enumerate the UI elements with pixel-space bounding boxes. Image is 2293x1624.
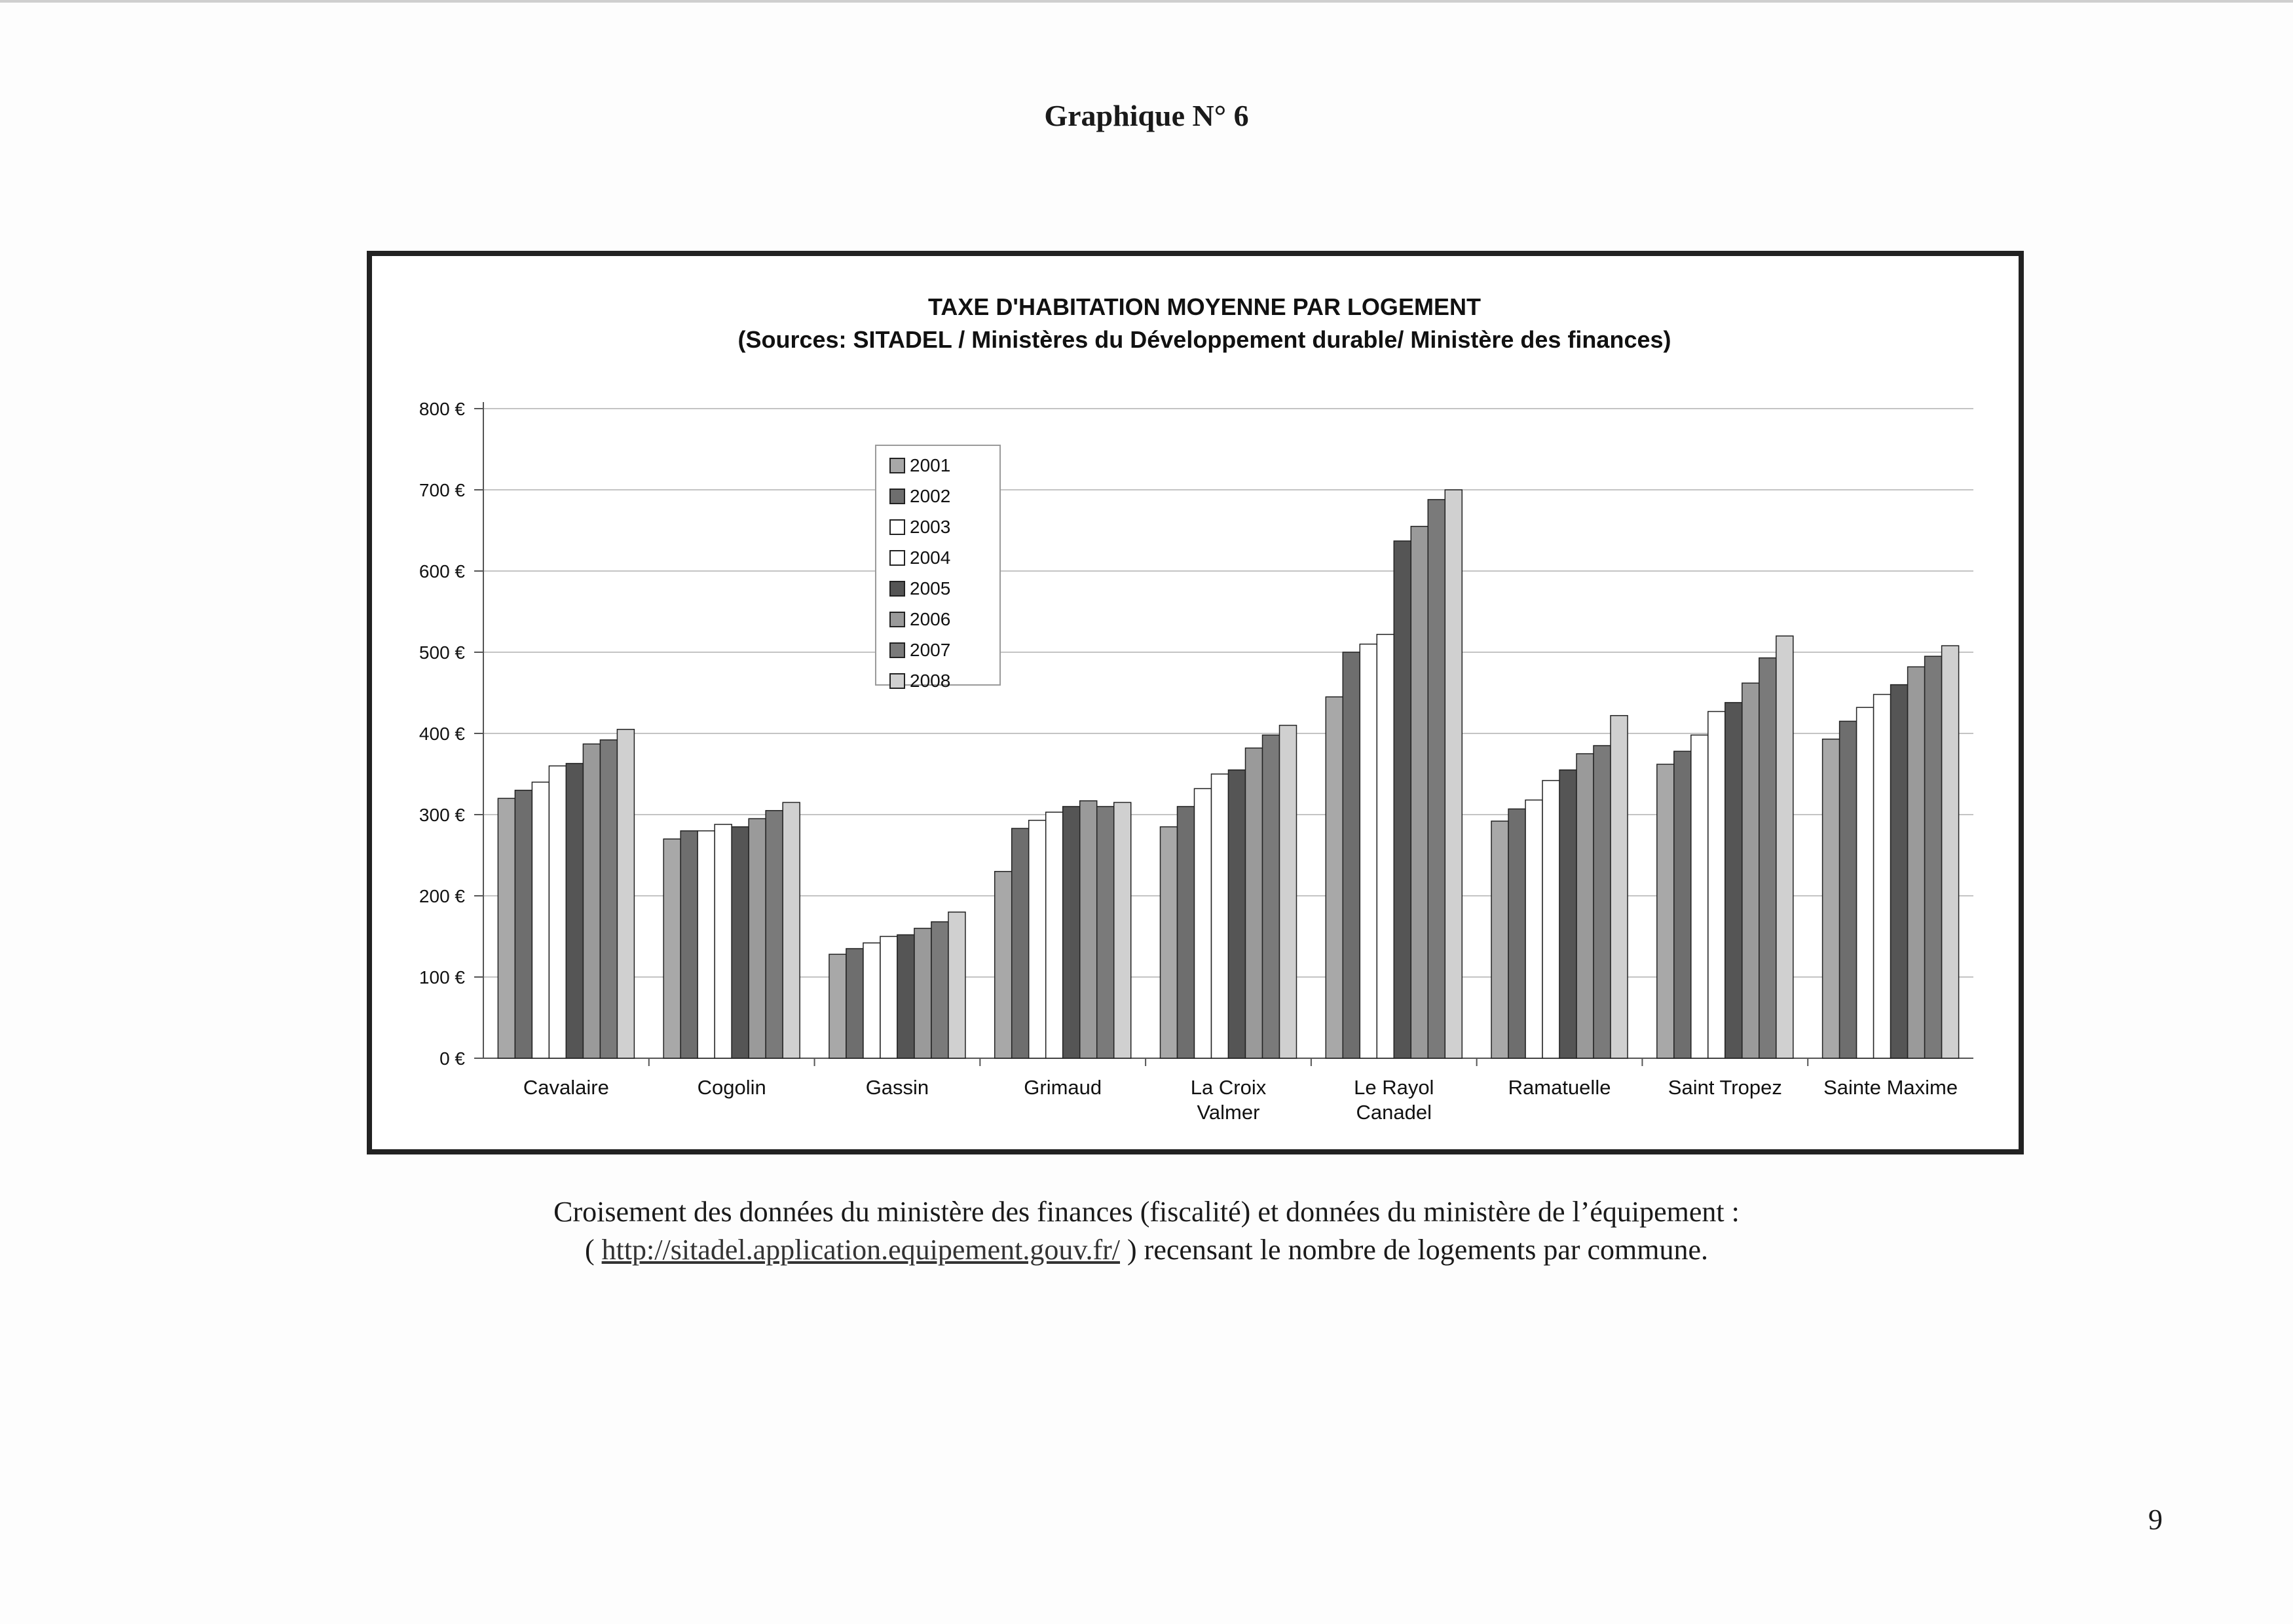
caption-paren-open: ( <box>584 1234 602 1266</box>
y-tick-label: 300 € <box>419 805 465 825</box>
bar <box>583 744 600 1058</box>
bar <box>846 949 863 1058</box>
legend-label: 2003 <box>910 517 951 537</box>
category-label: Canadel <box>1356 1101 1432 1124</box>
bar <box>1559 770 1576 1058</box>
bar <box>663 839 680 1058</box>
legend-label: 2002 <box>910 486 951 506</box>
bar <box>880 936 897 1058</box>
bar <box>698 831 715 1058</box>
category-label: Le Rayol <box>1354 1076 1434 1099</box>
y-tick-label: 500 € <box>419 642 465 663</box>
bar <box>1908 667 1925 1058</box>
chart-title: TAXE D'HABITATION MOYENNE PAR LOGEMENT <box>928 293 1481 320</box>
bar <box>863 943 880 1058</box>
bar <box>532 782 549 1058</box>
top-rule <box>0 0 2293 3</box>
caption-line-1: Croisement des données du ministère des finances (fiscalité) et données du ministère de l’équipement : <box>553 1196 1740 1228</box>
bar <box>1708 712 1725 1058</box>
bar <box>1360 644 1377 1058</box>
bar <box>914 929 931 1058</box>
legend-label: 2008 <box>910 671 951 691</box>
y-tick-label: 600 € <box>419 561 465 581</box>
bar <box>1742 683 1759 1058</box>
bar <box>1377 635 1394 1058</box>
bar <box>931 922 948 1058</box>
category-label: La Croix <box>1190 1076 1267 1099</box>
bar <box>1759 658 1776 1058</box>
bar <box>1029 821 1046 1058</box>
category-label: Grimaud <box>1024 1076 1102 1099</box>
bar <box>715 824 732 1058</box>
bar <box>1823 739 1840 1058</box>
bar <box>617 729 634 1058</box>
category-label: Cogolin <box>697 1076 766 1099</box>
bar <box>783 802 800 1058</box>
y-tick-label: 0 € <box>439 1048 465 1069</box>
legend-label: 2004 <box>910 547 951 568</box>
bar <box>1776 636 1793 1058</box>
bar <box>1114 802 1131 1058</box>
legend <box>876 445 1000 691</box>
bar <box>1063 807 1080 1058</box>
bar <box>1874 694 1891 1058</box>
bar <box>1080 801 1097 1058</box>
bar <box>1263 735 1280 1058</box>
bar <box>1394 541 1411 1058</box>
bar <box>1594 746 1611 1058</box>
bar <box>498 798 515 1058</box>
bar <box>1925 656 1942 1058</box>
y-tick-label: 700 € <box>419 480 465 500</box>
bar <box>1246 748 1263 1058</box>
bar <box>1891 685 1908 1058</box>
y-tick-label: 200 € <box>419 886 465 906</box>
bar <box>680 831 698 1058</box>
bar <box>1657 764 1674 1058</box>
bar <box>1161 827 1178 1058</box>
bar <box>1525 800 1542 1058</box>
bar-chart <box>372 256 2019 1149</box>
bar <box>1840 721 1857 1058</box>
caption-line-2 <box>0 1233 2293 1266</box>
bar <box>1326 697 1343 1058</box>
bar <box>766 811 783 1058</box>
legend-label: 2006 <box>910 609 951 629</box>
chart-subtitle: (Sources: SITADEL / Ministères du Développement durable/ Ministère des finances) <box>737 326 1671 353</box>
bar <box>1046 812 1063 1058</box>
category-label: Gassin <box>865 1076 929 1099</box>
bar <box>1097 807 1114 1058</box>
category-labels <box>523 1076 1958 1124</box>
bar <box>1012 828 1029 1058</box>
bar <box>732 827 749 1058</box>
bar <box>1178 807 1195 1058</box>
legend-swatch <box>890 674 904 688</box>
y-tick-label: 400 € <box>419 724 465 744</box>
bar <box>1491 821 1508 1058</box>
category-label: Ramatuelle <box>1508 1076 1611 1099</box>
bar <box>995 872 1012 1058</box>
category-label: Cavalaire <box>523 1076 609 1099</box>
bar <box>1411 526 1428 1058</box>
chart-frame <box>367 251 2024 1154</box>
bar <box>600 740 617 1058</box>
sitadel-link[interactable]: http://sitadel.application.equipement.gouv.fr/ <box>601 1234 1121 1266</box>
bar <box>1212 774 1229 1058</box>
bar <box>1280 726 1297 1058</box>
legend-swatch <box>890 489 904 504</box>
bar <box>948 912 965 1058</box>
legend-swatch <box>890 581 904 596</box>
bar <box>566 764 583 1058</box>
bar <box>1942 646 1959 1058</box>
legend-swatch <box>890 643 904 657</box>
bar <box>1195 788 1212 1058</box>
bar <box>749 819 766 1058</box>
bar <box>515 790 532 1058</box>
y-tick-label: 800 € <box>419 399 465 419</box>
bar <box>1576 754 1594 1058</box>
bar <box>1508 809 1525 1058</box>
bar <box>897 935 914 1058</box>
bar <box>549 766 566 1058</box>
bar <box>1229 770 1246 1058</box>
page-heading: Graphique N° 6 <box>1044 99 1249 132</box>
legend-label: 2001 <box>910 455 951 475</box>
bar <box>1445 490 1462 1058</box>
y-tick-label: 100 € <box>419 967 465 987</box>
bar <box>1542 781 1559 1058</box>
bars <box>498 490 1958 1058</box>
legend-swatch <box>890 551 904 565</box>
bar <box>1857 707 1874 1058</box>
legend-label: 2007 <box>910 640 951 660</box>
bar <box>1725 703 1742 1058</box>
category-label: Valmer <box>1197 1101 1260 1124</box>
bar <box>1691 735 1708 1058</box>
bar <box>1611 716 1628 1058</box>
legend-swatch <box>890 458 904 473</box>
bar <box>1428 500 1445 1058</box>
category-label: Sainte Maxime <box>1823 1076 1958 1099</box>
bar <box>1343 652 1360 1058</box>
bar <box>829 954 846 1058</box>
category-label: Saint Tropez <box>1668 1076 1782 1099</box>
legend-label: 2005 <box>910 578 951 599</box>
page-number: 9 <box>2148 1504 2163 1536</box>
legend-swatch <box>890 520 904 534</box>
legend-swatch <box>890 612 904 627</box>
caption-paren-close: ) recensant le nombre de logements par commune. <box>1120 1234 1709 1266</box>
bar <box>1674 751 1691 1058</box>
